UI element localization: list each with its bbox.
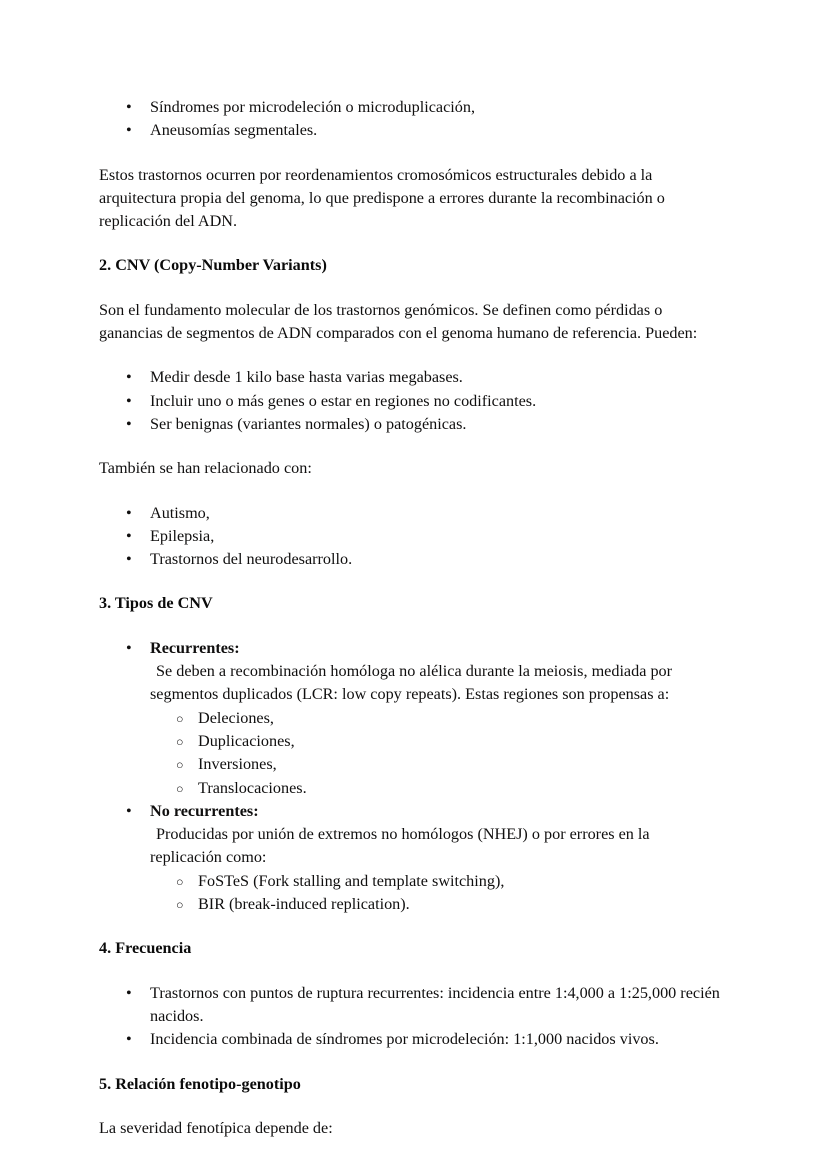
sub-list-item-label: Deleciones, <box>198 708 274 727</box>
section5-paragraph: La severidad fenotípica depende de: <box>99 1118 333 1137</box>
list-item-label: Síndromes por microdeleción o microduplicación, <box>150 98 476 116</box>
sub-list-item <box>99 870 721 893</box>
sub-list-item <box>99 753 721 776</box>
sub-list-item-label: Duplicaciones, <box>198 731 295 750</box>
spacer <box>99 1052 721 1073</box>
list-item-label: Epilepsia, <box>150 526 215 545</box>
circle-icon: ○ <box>176 711 184 726</box>
bullet-icon: • <box>126 526 132 545</box>
sub-list-item-label: FoSTeS (Fork stalling and template switching), <box>198 871 505 890</box>
section3-type-list <box>99 637 721 707</box>
list-item-recurrent <box>99 637 721 707</box>
section2-lead-in: También se han relacionado con: <box>99 459 312 478</box>
bullet-icon: • <box>126 391 132 410</box>
section4-bullet-list <box>99 982 721 1052</box>
bullet-icon: • <box>126 503 132 522</box>
spacer <box>99 143 721 164</box>
sub-list-item <box>99 777 721 800</box>
section2-bullet-list <box>99 366 721 436</box>
sub-list-item <box>99 707 721 730</box>
list-item <box>99 390 721 413</box>
spacer <box>99 278 721 299</box>
recurrent-sub-list <box>99 707 721 800</box>
sub-list-item-label: Inversiones, <box>198 755 277 774</box>
bullet-icon: • <box>126 121 132 140</box>
top-bullet-list <box>99 96 721 143</box>
spacer <box>99 916 721 937</box>
bullet-icon: • <box>126 414 132 433</box>
list-item <box>99 119 721 142</box>
list-item-label: Trastornos con puntos de ruptura recurrentes: incidencia entre 1:4,000 a 1:25,000 recién nacidos. <box>150 983 720 1025</box>
intro-paragraph: Estos trastornos ocurren por reordenamientos cromosómicos estructurales debido a la arquitectura propia del genoma, lo que predispone a errores durante la recombinación o replicación del ADN. <box>99 165 665 231</box>
section2-paragraph: Son el fundamento molecular de los trastornos genómicos. Se definen como pérdidas o ganancias de segmentos de ADN comparados con el genoma humano de referencia. Pueden: <box>99 300 698 343</box>
list-item <box>99 982 721 1029</box>
spacer <box>99 616 721 637</box>
bullet-icon: • <box>126 550 132 569</box>
non-recurrent-sub-list <box>99 870 721 917</box>
section-heading-3: 3. Tipos de CNV <box>99 594 213 613</box>
list-item <box>99 1028 721 1051</box>
list-item-non-recurrent <box>99 800 721 870</box>
spacer <box>99 481 721 502</box>
circle-icon: ○ <box>176 781 184 796</box>
sub-list-item <box>99 893 721 916</box>
circle-icon: ○ <box>176 758 184 773</box>
document-body <box>99 96 721 1140</box>
bullet-icon: • <box>126 983 132 1002</box>
section-heading-4: 4. Frecuencia <box>99 939 192 958</box>
list-item-label: Aneusomías segmentales. <box>150 121 318 140</box>
list-item <box>99 96 721 119</box>
non-recurrent-label: No recurrentes: <box>150 801 259 820</box>
bullet-icon: • <box>126 638 132 657</box>
list-item-label: Incidencia combinada de síndromes por microdeleción: 1:1,000 nacidos vivos. <box>150 1030 659 1049</box>
sub-list-item <box>99 730 721 753</box>
recurrent-label: Recurrentes: <box>150 638 240 657</box>
bullet-icon: • <box>126 368 132 387</box>
list-item-label: Trastornos del neurodesarrollo. <box>150 550 353 569</box>
circle-icon: ○ <box>176 898 184 913</box>
circle-icon: ○ <box>176 734 184 749</box>
list-item-label: Medir desde 1 kilo base hasta varias megabases. <box>150 368 463 387</box>
list-item <box>99 525 721 548</box>
list-item <box>99 548 721 571</box>
list-item-label: Autismo, <box>150 503 210 522</box>
non-recurrent-description: Producidas por unión de extremos no homólogos (NHEJ) o por errores en la replicación como: <box>150 825 650 867</box>
list-item <box>99 366 721 389</box>
list-item-label: Incluir uno o más genes o estar en regiones no codificantes. <box>150 391 537 410</box>
bullet-icon: • <box>126 1030 132 1049</box>
spacer <box>99 571 721 592</box>
list-item-label: Ser benignas (variantes normales) o patogénicas. <box>150 414 467 433</box>
spacer <box>99 961 721 982</box>
list-item <box>99 502 721 525</box>
spacer <box>99 345 721 366</box>
spacer <box>99 436 721 457</box>
spacer <box>99 233 721 254</box>
sub-list-item-label: Translocaciones. <box>198 778 307 797</box>
section-heading-2: 2. CNV (Copy-Number Variants) <box>99 256 327 275</box>
sub-list-item-label: BIR (break-induced replication). <box>198 895 410 914</box>
list-item <box>99 413 721 436</box>
bullet-icon: • <box>126 801 132 820</box>
section-heading-5: 5. Relación fenotipo-genotipo <box>99 1074 301 1093</box>
spacer <box>99 1096 721 1117</box>
section2-related-list <box>99 502 721 572</box>
section3-nonrecurrent-list <box>99 800 721 870</box>
recurrent-description: Se deben a recombinación homóloga no alélica durante la meiosis, mediada por segmentos duplicados (LCR: low copy repeats). Estas regiones son propensas a: <box>150 662 673 704</box>
bullet-icon: • <box>126 98 132 116</box>
circle-icon: ○ <box>176 874 184 889</box>
